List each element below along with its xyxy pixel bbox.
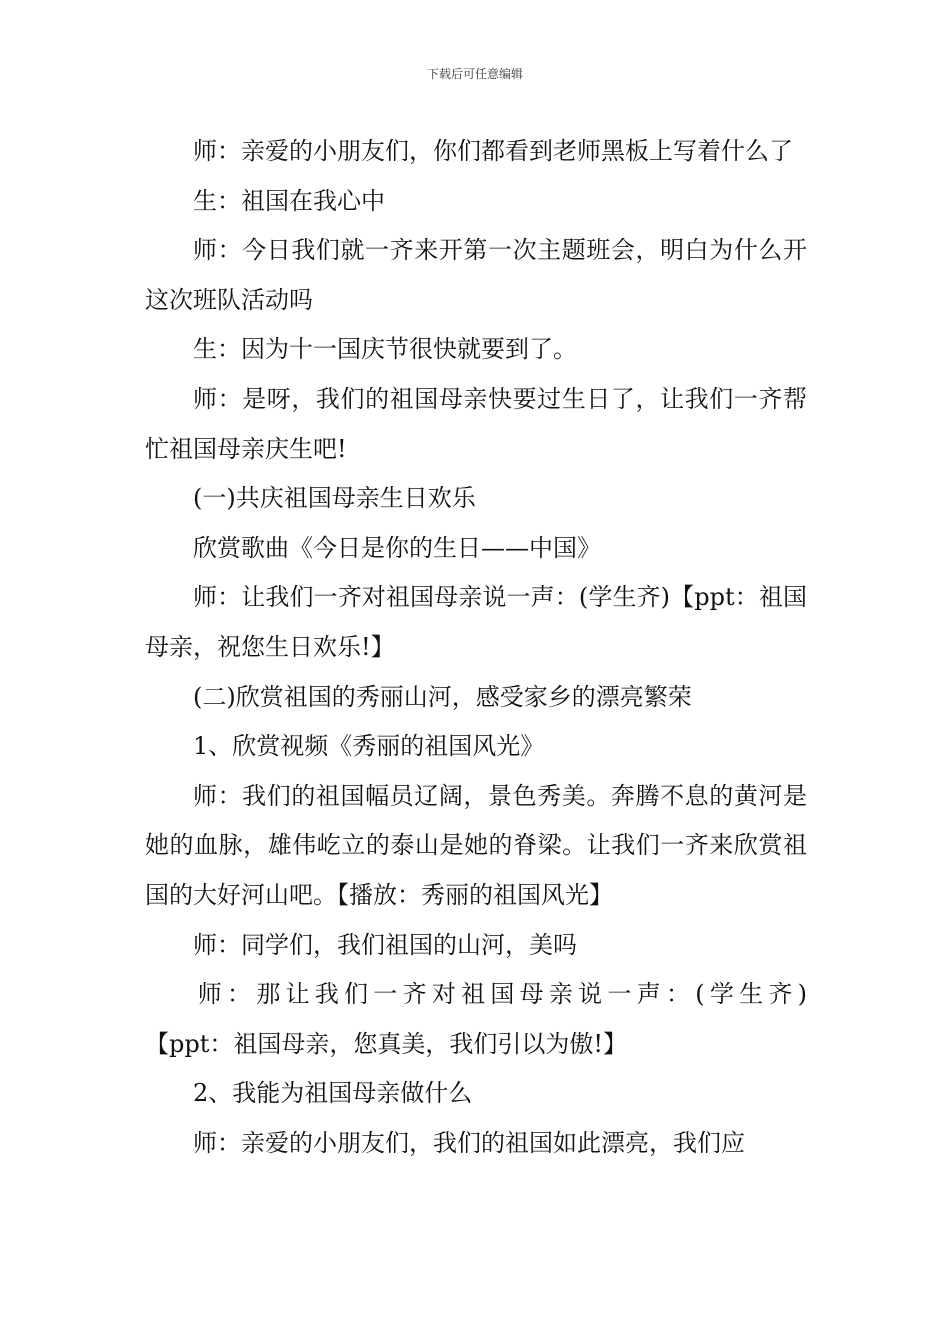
paragraph-3: 师：今日我们就一齐来开第一次主题班会，明白为什么开这次班队活动吗 xyxy=(145,236,807,314)
section-heading-2: (二)欣赏祖国的秀丽山河，感受家乡的漂亮繁荣 xyxy=(193,682,692,711)
paragraph-11: 师：我们的祖国幅员辽阔，景色秀美。奔腾不息的黄河是她的血脉，雄伟屹立的泰山是她的脊梁。让我们一齐来欣赏祖国的大好河山吧。【播放：秀丽的祖国风光】 xyxy=(145,781,807,909)
section-heading-1: (一)共庆祖国母亲生日欢乐 xyxy=(193,484,476,513)
paragraph-13-line-2: 【ppt：祖国母亲，您真美，我们引以为傲!】 xyxy=(145,1029,628,1058)
paragraph-1: 师：亲爱的小朋友们，你们都看到老师黑板上写着什么了 xyxy=(193,137,793,165)
paragraph-12: 师：同学们，我们祖国的山河，美吗 xyxy=(193,930,577,959)
paragraph-8: 师：让我们一齐对祖国母亲说一声：(学生齐)【ppt：祖国母亲，祝您生日欢乐!】 xyxy=(145,583,807,661)
paragraph-14: 2、我能为祖国母亲做什么 xyxy=(193,1079,473,1108)
paragraph-7: 欣赏歌曲《今日是你的生日——中国》 xyxy=(193,533,601,562)
paragraph-10: 1、欣赏视频《秀丽的祖国风光》 xyxy=(193,732,545,761)
page-header: 下载后可任意编辑 xyxy=(426,67,523,81)
document-body xyxy=(145,127,807,1168)
paragraph-4: 生：因为十一国庆节很快就要到了。 xyxy=(193,335,577,364)
paragraph-15: 师：亲爱的小朋友们，我们的祖国如此漂亮，我们应 xyxy=(193,1128,745,1157)
paragraph-2: 生：祖国在我心中 xyxy=(193,186,385,215)
paragraph-5: 师：是呀，我们的祖国母亲快要过生日了，让我们一齐帮忙祖国母亲庆生吧! xyxy=(145,384,807,463)
paragraph-13-line-1: 师：那让我们一齐对祖国母亲说一声：(学生齐) xyxy=(197,980,807,1009)
